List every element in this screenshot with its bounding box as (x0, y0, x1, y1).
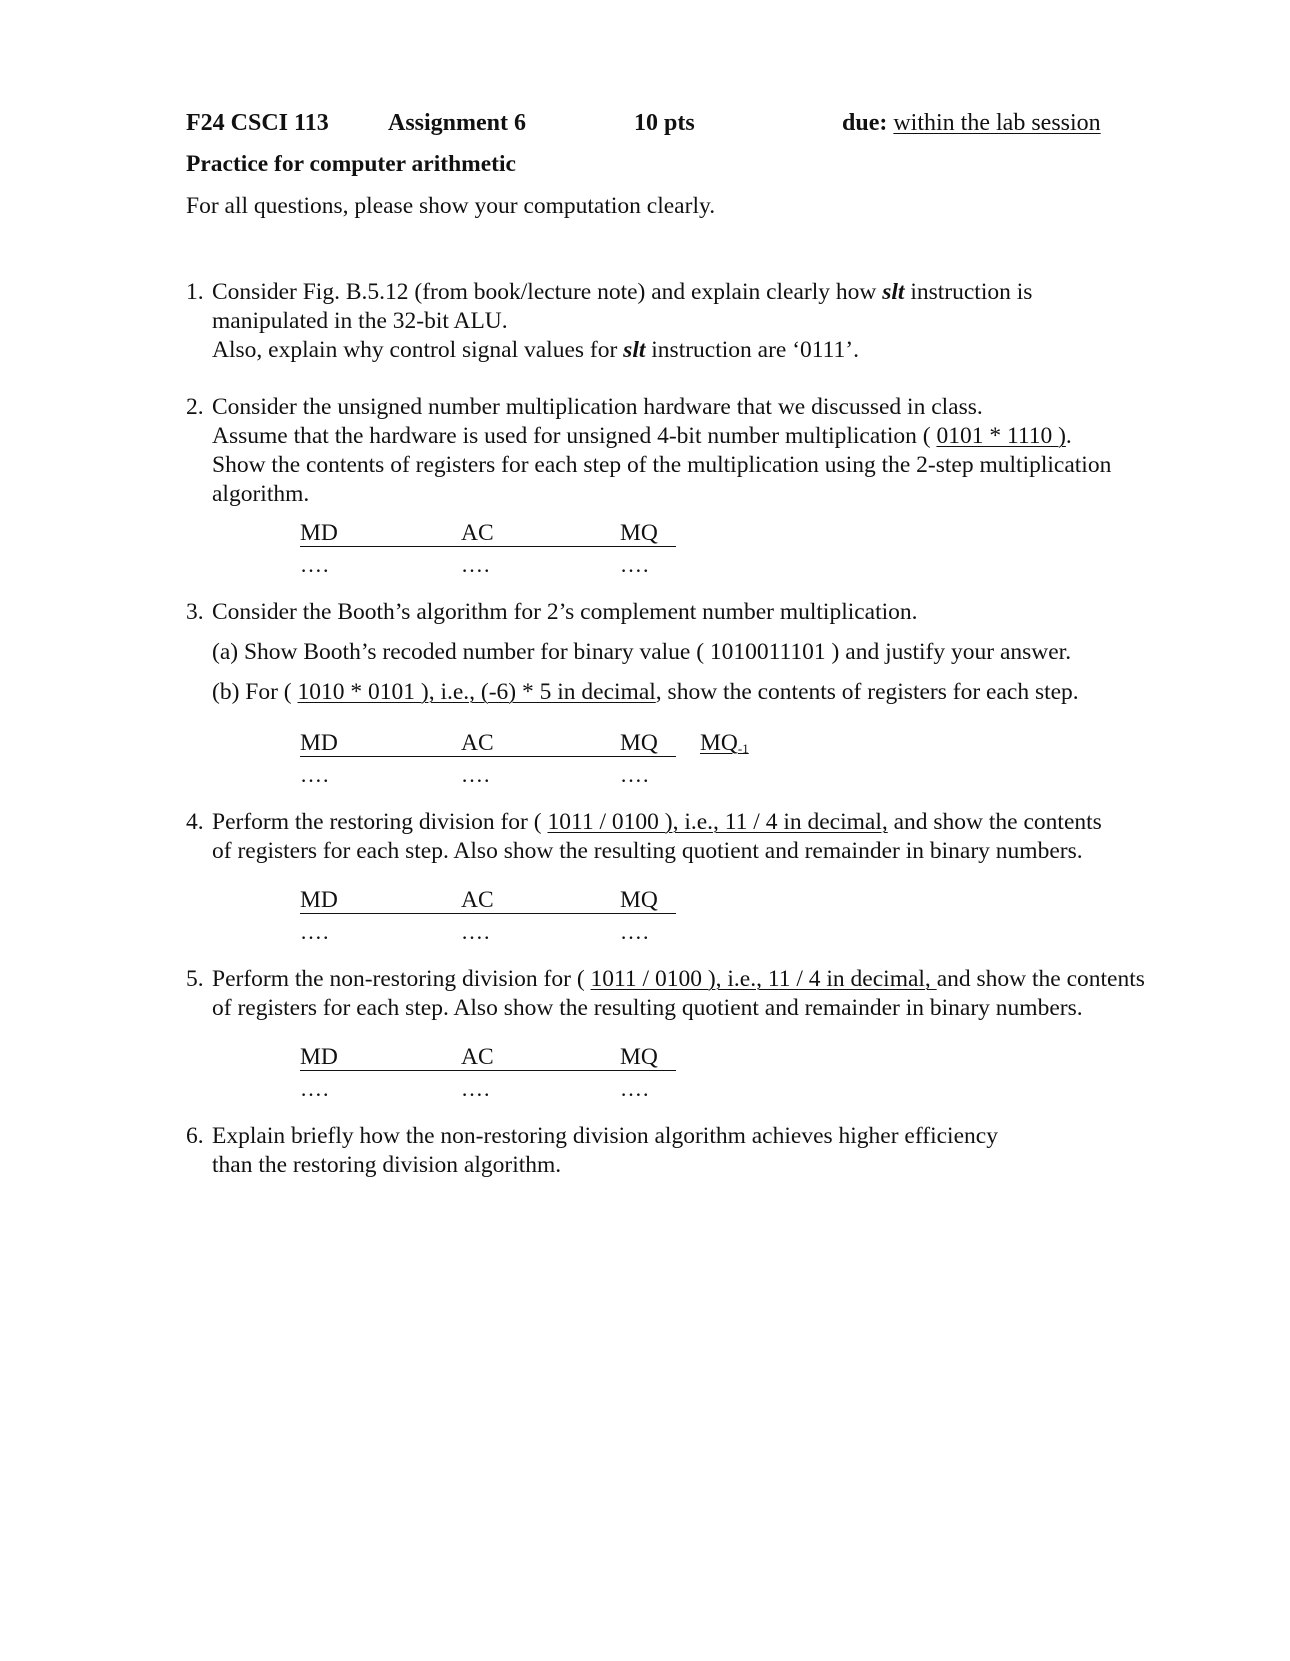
q4-line1-post: and show the contents (887, 809, 1102, 835)
q3-b-post: , show the contents of registers for each step. (655, 679, 1079, 705)
q1-number: 1. (186, 279, 204, 305)
subtitle: Practice for computer arithmetic (186, 151, 516, 177)
q5-operands: 1011 / 0100 ), i.e., 11 / 4 in decimal, (590, 966, 937, 992)
q2-number: 2. (186, 394, 204, 420)
q4-line2: of registers for each step. Also show the resulting quotient and remainder in binary numbers. (212, 838, 1083, 864)
q2-reg-md: MD (300, 520, 338, 546)
q2-line3: Show the contents of registers for each step of the multiplication using the 2-step multiplication (212, 452, 1112, 478)
instructions: For all questions, please show your computation clearly. (186, 193, 716, 219)
question-1 (186, 278, 1032, 365)
q3-dots-mq: …. (620, 762, 650, 787)
q4-number: 4. (186, 809, 204, 835)
q1-line2: manipulated in the 32-bit ALU. (212, 308, 508, 334)
q1-line3-pre: Also, explain why control signal values for (212, 337, 624, 363)
due-value: within the lab session (893, 110, 1101, 136)
question-6 (186, 1122, 998, 1180)
q3-b-pre: (b) For ( (212, 679, 298, 705)
q2-register-header (300, 519, 676, 549)
course-title: F24 CSCI 113 (186, 110, 329, 136)
q4-reg-ac: AC (461, 887, 494, 913)
q3-line1: Consider the Booth’s algorithm for 2’s complement number multiplication. (212, 599, 918, 625)
q3-reg-mq2: MQ (700, 730, 738, 756)
question-4 (186, 808, 1102, 866)
due-label: due: (842, 110, 888, 136)
q6-line1: Explain briefly how the non-restoring division algorithm achieves higher efficiency (212, 1123, 998, 1149)
question-3 (186, 598, 1079, 707)
q3-dots-ac: …. (461, 762, 491, 787)
q3-reg-ac: AC (461, 730, 494, 756)
q3-number: 3. (186, 599, 204, 625)
q2-reg-ac: AC (461, 520, 494, 546)
points: 10 pts (634, 110, 695, 136)
q3-reg-md: MD (300, 730, 338, 756)
q5-register-header (300, 1043, 676, 1073)
q4-register-header (300, 886, 676, 916)
q1-line1-post: instruction is (904, 279, 1033, 305)
q2-dots-ac: …. (461, 552, 491, 577)
q1-keyword: slt (882, 279, 905, 305)
q2-line2 (186, 422, 1111, 451)
q1-keyword-2: slt (623, 337, 646, 363)
q3-part-b (186, 678, 1079, 707)
due-date (842, 109, 1101, 138)
q5-line2: of registers for each step. Also show the resulting quotient and remainder in binary numbers. (212, 995, 1083, 1021)
q2-dots-mq: …. (620, 552, 650, 577)
q2-line2-post: . (1065, 423, 1072, 449)
q3-dots-md: …. (300, 762, 330, 787)
q1-line1-pre: Consider Fig. B.5.12 (from book/lecture note) and explain clearly how (212, 279, 883, 305)
q6-line2: than the restoring division algorithm. (212, 1152, 562, 1178)
q4-reg-md: MD (300, 887, 338, 913)
q2-line2-pre: Assume that the hardware is used for unsigned 4-bit number multiplication ( (212, 423, 937, 449)
q3-reg-mq: MQ (620, 730, 658, 756)
q4-dots-mq: …. (620, 919, 650, 944)
q2-line4: algorithm. (212, 481, 310, 507)
q5-line1-pre: Perform the non-restoring division for ( (212, 966, 591, 992)
q4-reg-mq: MQ (620, 887, 658, 913)
q5-dots-md: …. (300, 1076, 330, 1101)
q5-number: 5. (186, 966, 204, 992)
q2-dots-md: …. (300, 552, 330, 577)
q5-line1-post: and show the contents (936, 966, 1145, 992)
q3-part-a: (a) Show Booth’s recoded number for binary value ( 1010011101 ) and justify your answer. (212, 639, 1072, 665)
q4-dots-md: …. (300, 919, 330, 944)
q1-line3 (186, 336, 1032, 365)
q5-reg-mq: MQ (620, 1044, 658, 1070)
q6-number: 6. (186, 1123, 204, 1149)
assignment-title: Assignment 6 (388, 110, 527, 136)
q1-line3-post: instruction are ‘0111’. (645, 337, 860, 363)
q5-reg-md: MD (300, 1044, 338, 1070)
q2-line1: Consider the unsigned number multiplication hardware that we discussed in class. (212, 394, 983, 420)
q2-operands: 0101 * 1110 ) (936, 423, 1066, 449)
q5-dots-mq: …. (620, 1076, 650, 1101)
question-2 (186, 393, 1111, 509)
q4-dots-ac: …. (461, 919, 491, 944)
q5-dots-ac: …. (461, 1076, 491, 1101)
q4-operands: 1011 / 0100 ), i.e., 11 / 4 in decimal, (547, 809, 888, 835)
q4-line1-pre: Perform the restoring division for ( (212, 809, 548, 835)
q3-register-header (300, 729, 676, 759)
q3-reg-sub: -1 (737, 741, 749, 756)
q2-reg-mq: MQ (620, 520, 658, 546)
q3-reg-mq-minus-1 (700, 729, 749, 758)
q3-b-operands: 1010 * 0101 ), i.e., (-6) * 5 in decimal (297, 679, 656, 705)
question-5 (186, 965, 1145, 1023)
q5-reg-ac: AC (461, 1044, 494, 1070)
